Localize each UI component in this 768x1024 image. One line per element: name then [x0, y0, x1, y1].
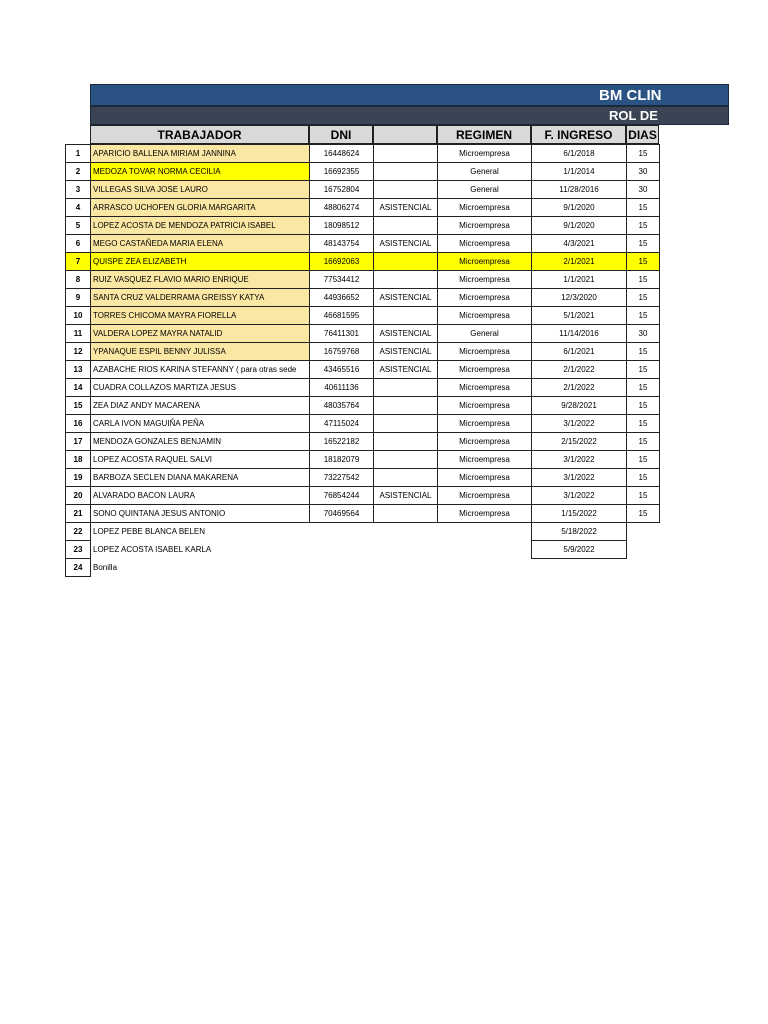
- ingreso-date-cell[interactable]: 3/1/2022: [532, 487, 627, 505]
- dias-cell[interactable]: 15: [627, 199, 660, 217]
- company-title: BM CLIN: [599, 87, 662, 104]
- dni-cell[interactable]: 18098512: [310, 217, 374, 235]
- worker-name-cell[interactable]: SONO QUINTANA JESUS ANTONIO: [91, 505, 310, 523]
- workers-table: [65, 144, 660, 577]
- table-row: [66, 163, 660, 181]
- row-number[interactable]: 3: [66, 181, 91, 199]
- table-row: [66, 199, 660, 217]
- area-cell[interactable]: ASISTENCIAL: [374, 325, 438, 343]
- worker-name-cell[interactable]: RUIZ VASQUEZ FLAVIO MARIO ENRIQUE: [91, 271, 310, 289]
- regimen-cell[interactable]: [438, 523, 532, 541]
- worker-name-cell[interactable]: QUISPE ZEA ELIZABETH: [91, 253, 310, 271]
- area-cell[interactable]: [374, 559, 438, 577]
- table-row: [66, 253, 660, 271]
- table-row: [66, 559, 660, 577]
- area-cell[interactable]: ASISTENCIAL: [374, 361, 438, 379]
- ingreso-date-cell[interactable]: 3/1/2022: [532, 451, 627, 469]
- row-number[interactable]: 8: [66, 271, 91, 289]
- area-cell[interactable]: [374, 163, 438, 181]
- dni-cell[interactable]: 16752804: [310, 181, 374, 199]
- regimen-cell[interactable]: Microempresa: [438, 505, 532, 523]
- regimen-cell[interactable]: Microempresa: [438, 487, 532, 505]
- worker-name-cell[interactable]: MEDOZA TOVAR NORMA CECILIA: [91, 163, 310, 181]
- row-number[interactable]: 22: [66, 523, 91, 541]
- ingreso-date-cell[interactable]: 11/14/2016: [532, 325, 627, 343]
- dias-cell[interactable]: 15: [627, 289, 660, 307]
- row-number[interactable]: 18: [66, 451, 91, 469]
- ingreso-date-cell[interactable]: 5/1/2021: [532, 307, 627, 325]
- dias-cell[interactable]: 30: [627, 181, 660, 199]
- area-cell[interactable]: [374, 397, 438, 415]
- regimen-cell[interactable]: Microempresa: [438, 451, 532, 469]
- header-dias[interactable]: DIAS: [626, 125, 659, 144]
- area-cell[interactable]: [374, 181, 438, 199]
- sheet-subtitle-banner: [90, 106, 729, 125]
- worker-name-cell[interactable]: MENDOZA GONZALES BENJAMIN: [91, 433, 310, 451]
- row-number[interactable]: 10: [66, 307, 91, 325]
- dni-cell[interactable]: 16692063: [310, 253, 374, 271]
- row-number[interactable]: 14: [66, 379, 91, 397]
- header-area[interactable]: [373, 125, 437, 144]
- dni-cell[interactable]: [310, 523, 374, 541]
- table-row: [66, 523, 660, 541]
- area-cell[interactable]: [374, 523, 438, 541]
- dni-cell[interactable]: [310, 559, 374, 577]
- regimen-cell[interactable]: Microempresa: [438, 433, 532, 451]
- worker-name-cell[interactable]: ZEA DIAZ ANDY MACARENA: [91, 397, 310, 415]
- dias-cell[interactable]: 15: [627, 379, 660, 397]
- dias-cell[interactable]: 15: [627, 487, 660, 505]
- regimen-cell[interactable]: Microempresa: [438, 415, 532, 433]
- regimen-cell[interactable]: Microempresa: [438, 307, 532, 325]
- worker-name-cell[interactable]: MEGO CASTAÑEDA MARIA ELENA: [91, 235, 310, 253]
- row-number[interactable]: 19: [66, 469, 91, 487]
- ingreso-date-cell[interactable]: 5/9/2022: [532, 541, 627, 559]
- table-row: [66, 433, 660, 451]
- regimen-cell[interactable]: Microempresa: [438, 199, 532, 217]
- area-cell[interactable]: ASISTENCIAL: [374, 289, 438, 307]
- ingreso-date-cell[interactable]: 3/1/2022: [532, 469, 627, 487]
- ingreso-date-cell[interactable]: 2/1/2021: [532, 253, 627, 271]
- ingreso-date-cell[interactable]: 1/1/2021: [532, 271, 627, 289]
- row-number[interactable]: 4: [66, 199, 91, 217]
- worker-name-cell[interactable]: VILLEGAS SILVA JOSE LAURO: [91, 181, 310, 199]
- dias-cell[interactable]: 30: [627, 325, 660, 343]
- dni-cell[interactable]: 18182079: [310, 451, 374, 469]
- worker-name-cell[interactable]: ARRASCO UCHOFEN GLORIA MARGARITA: [91, 199, 310, 217]
- dias-cell[interactable]: 15: [627, 469, 660, 487]
- table-row: [66, 235, 660, 253]
- regimen-cell[interactable]: Microempresa: [438, 217, 532, 235]
- dias-cell[interactable]: 15: [627, 343, 660, 361]
- table-row: [66, 181, 660, 199]
- row-number[interactable]: 13: [66, 361, 91, 379]
- ingreso-date-cell[interactable]: 2/1/2022: [532, 361, 627, 379]
- ingreso-date-cell[interactable]: 11/28/2016: [532, 181, 627, 199]
- dni-cell[interactable]: 47115024: [310, 415, 374, 433]
- table-row: [66, 343, 660, 361]
- dias-cell[interactable]: 15: [627, 415, 660, 433]
- worker-name-cell[interactable]: LOPEZ ACOSTA RAQUEL SALVI: [91, 451, 310, 469]
- table-row: [66, 451, 660, 469]
- ingreso-date-cell[interactable]: [532, 559, 627, 577]
- ingreso-date-cell[interactable]: 1/1/2014: [532, 163, 627, 181]
- area-cell[interactable]: [374, 217, 438, 235]
- ingreso-date-cell[interactable]: 4/3/2021: [532, 235, 627, 253]
- row-number[interactable]: 5: [66, 217, 91, 235]
- worker-name-cell[interactable]: LOPEZ ACOSTA DE MENDOZA PATRICIA ISABEL: [91, 217, 310, 235]
- area-cell[interactable]: [374, 271, 438, 289]
- dni-cell[interactable]: 16522182: [310, 433, 374, 451]
- dni-cell[interactable]: 48035764: [310, 397, 374, 415]
- header-ingreso[interactable]: F. INGRESO: [531, 125, 626, 144]
- worker-name-cell[interactable]: SANTA CRUZ VALDERRAMA GREISSY KATYA: [91, 289, 310, 307]
- regimen-cell[interactable]: Microempresa: [438, 145, 532, 163]
- ingreso-date-cell[interactable]: 2/1/2022: [532, 379, 627, 397]
- area-cell[interactable]: ASISTENCIAL: [374, 343, 438, 361]
- regimen-cell[interactable]: Microempresa: [438, 235, 532, 253]
- row-number[interactable]: 23: [66, 541, 91, 559]
- dni-cell[interactable]: 48143754: [310, 235, 374, 253]
- dias-cell[interactable]: 15: [627, 235, 660, 253]
- row-number[interactable]: 6: [66, 235, 91, 253]
- table-row: [66, 217, 660, 235]
- area-cell[interactable]: ASISTENCIAL: [374, 487, 438, 505]
- row-number[interactable]: 2: [66, 163, 91, 181]
- area-cell[interactable]: [374, 469, 438, 487]
- area-cell[interactable]: [374, 415, 438, 433]
- dias-cell[interactable]: 15: [627, 307, 660, 325]
- table-row: [66, 397, 660, 415]
- table-row: [66, 145, 660, 163]
- table-row: [66, 379, 660, 397]
- dias-cell[interactable]: 15: [627, 451, 660, 469]
- regimen-cell[interactable]: Microempresa: [438, 379, 532, 397]
- regimen-cell[interactable]: General: [438, 163, 532, 181]
- dni-cell[interactable]: 16448624: [310, 145, 374, 163]
- worker-name-cell[interactable]: Bonilla: [91, 559, 310, 577]
- worker-name-cell[interactable]: BARBOZA SECLEN DIANA MAKARENA: [91, 469, 310, 487]
- dni-cell[interactable]: 70469564: [310, 505, 374, 523]
- worker-name-cell[interactable]: AZABACHE RIOS KARINA STEFANNY ( para otras sede: [91, 361, 310, 379]
- area-cell[interactable]: [374, 505, 438, 523]
- dias-cell[interactable]: 15: [627, 397, 660, 415]
- dias-cell[interactable]: 15: [627, 361, 660, 379]
- area-cell[interactable]: [374, 145, 438, 163]
- dias-cell[interactable]: 15: [627, 505, 660, 523]
- dni-cell[interactable]: 76411301: [310, 325, 374, 343]
- table-row: [66, 289, 660, 307]
- ingreso-date-cell[interactable]: 6/1/2018: [532, 145, 627, 163]
- dni-cell[interactable]: 73227542: [310, 469, 374, 487]
- table-row: [66, 271, 660, 289]
- sheet-subtitle: ROL DE: [609, 108, 658, 123]
- table-row: [66, 505, 660, 523]
- ingreso-date-cell[interactable]: 9/1/2020: [532, 217, 627, 235]
- regimen-cell[interactable]: [438, 559, 532, 577]
- dni-cell[interactable]: 46681595: [310, 307, 374, 325]
- dias-cell[interactable]: 30: [627, 163, 660, 181]
- dni-cell[interactable]: 16759768: [310, 343, 374, 361]
- table-row: [66, 307, 660, 325]
- dni-cell[interactable]: 77534412: [310, 271, 374, 289]
- dias-cell[interactable]: 15: [627, 217, 660, 235]
- ingreso-date-cell[interactable]: 5/18/2022: [532, 523, 627, 541]
- worker-name-cell[interactable]: LOPEZ ACOSTA ISABEL KARLA: [91, 541, 310, 559]
- row-number[interactable]: 21: [66, 505, 91, 523]
- row-number[interactable]: 7: [66, 253, 91, 271]
- dni-cell[interactable]: [310, 541, 374, 559]
- row-number[interactable]: 9: [66, 289, 91, 307]
- area-cell[interactable]: [374, 307, 438, 325]
- dias-cell[interactable]: 15: [627, 433, 660, 451]
- dni-cell[interactable]: 40611136: [310, 379, 374, 397]
- worker-name-cell[interactable]: ALVARADO BACON LAURA: [91, 487, 310, 505]
- table-row: [66, 325, 660, 343]
- dni-cell[interactable]: 43465516: [310, 361, 374, 379]
- dias-cell[interactable]: 15: [627, 253, 660, 271]
- worker-name-cell[interactable]: LOPEZ PEBE BLANCA BELEN: [91, 523, 310, 541]
- area-cell[interactable]: [374, 541, 438, 559]
- regimen-cell[interactable]: Microempresa: [438, 397, 532, 415]
- area-cell[interactable]: ASISTENCIAL: [374, 199, 438, 217]
- table-row: [66, 361, 660, 379]
- regimen-cell[interactable]: General: [438, 181, 532, 199]
- regimen-cell[interactable]: Microempresa: [438, 469, 532, 487]
- ingreso-date-cell[interactable]: 6/1/2021: [532, 343, 627, 361]
- worker-name-cell[interactable]: TORRES CHICOMA MAYRA FIORELLA: [91, 307, 310, 325]
- dias-cell[interactable]: 15: [627, 145, 660, 163]
- area-cell[interactable]: [374, 253, 438, 271]
- dni-cell[interactable]: 76854244: [310, 487, 374, 505]
- ingreso-date-cell[interactable]: 2/15/2022: [532, 433, 627, 451]
- area-cell[interactable]: [374, 433, 438, 451]
- dni-cell[interactable]: 44936652: [310, 289, 374, 307]
- ingreso-date-cell[interactable]: 1/15/2022: [532, 505, 627, 523]
- regimen-cell[interactable]: General: [438, 325, 532, 343]
- regimen-cell[interactable]: [438, 541, 532, 559]
- header-regimen[interactable]: REGIMEN: [437, 125, 531, 144]
- dias-cell[interactable]: 15: [627, 271, 660, 289]
- header-trabajador[interactable]: TRABAJADOR: [90, 125, 309, 144]
- area-cell[interactable]: [374, 451, 438, 469]
- table-row: [66, 541, 660, 559]
- area-cell[interactable]: ASISTENCIAL: [374, 235, 438, 253]
- ingreso-date-cell[interactable]: 3/1/2022: [532, 415, 627, 433]
- table-row: [66, 469, 660, 487]
- table-row: [66, 415, 660, 433]
- worker-name-cell[interactable]: CARLA IVON MAGUIÑA PEÑA: [91, 415, 310, 433]
- row-number[interactable]: 20: [66, 487, 91, 505]
- row-number[interactable]: 12: [66, 343, 91, 361]
- regimen-cell[interactable]: Microempresa: [438, 343, 532, 361]
- row-number[interactable]: 1: [66, 145, 91, 163]
- dias-cell[interactable]: [627, 523, 660, 541]
- regimen-cell[interactable]: Microempresa: [438, 271, 532, 289]
- worker-name-cell[interactable]: CUADRA COLLAZOS MARTIZA JESUS: [91, 379, 310, 397]
- area-cell[interactable]: [374, 379, 438, 397]
- dni-cell[interactable]: 48806274: [310, 199, 374, 217]
- row-number[interactable]: 16: [66, 415, 91, 433]
- header-dni[interactable]: DNI: [309, 125, 373, 144]
- ingreso-date-cell[interactable]: 12/3/2020: [532, 289, 627, 307]
- worker-name-cell[interactable]: YPANAQUE ESPIL BENNY JULISSA: [91, 343, 310, 361]
- table-row: [66, 487, 660, 505]
- dni-cell[interactable]: 16692355: [310, 163, 374, 181]
- ingreso-date-cell[interactable]: 9/1/2020: [532, 199, 627, 217]
- regimen-cell[interactable]: Microempresa: [438, 289, 532, 307]
- row-number[interactable]: 24: [66, 559, 91, 577]
- dias-cell[interactable]: [627, 541, 660, 559]
- row-number[interactable]: 11: [66, 325, 91, 343]
- row-number[interactable]: 17: [66, 433, 91, 451]
- regimen-cell[interactable]: Microempresa: [438, 361, 532, 379]
- ingreso-date-cell[interactable]: 9/28/2021: [532, 397, 627, 415]
- regimen-cell[interactable]: Microempresa: [438, 253, 532, 271]
- company-banner: [90, 84, 729, 106]
- row-number[interactable]: 15: [66, 397, 91, 415]
- worker-name-cell[interactable]: APARICIO BALLENA MIRIAM JANNINA: [91, 145, 310, 163]
- dias-cell[interactable]: [627, 559, 660, 577]
- worker-name-cell[interactable]: VALDERA LOPEZ MAYRA NATALID: [91, 325, 310, 343]
